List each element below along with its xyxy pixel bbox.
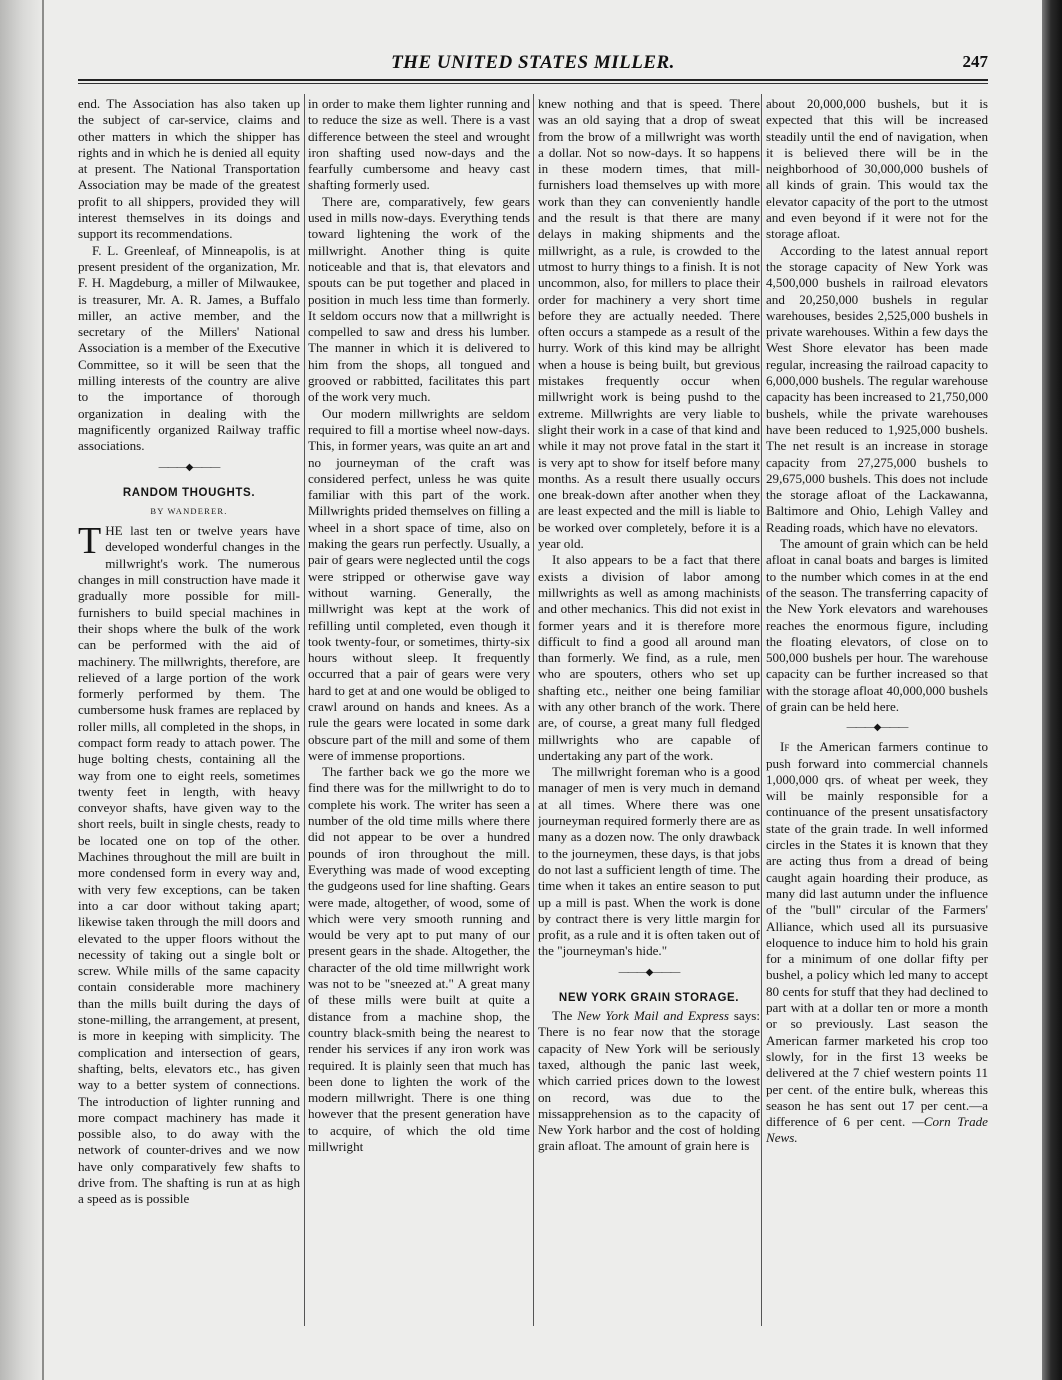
byline: BY WANDERER.	[150, 505, 228, 516]
section-heading: RANDOM THOUGHTS.	[122, 486, 256, 499]
section-ornament: ———◆———	[158, 461, 220, 473]
source-title: New York Mail and Express	[577, 1008, 729, 1024]
paragraph	[766, 739, 988, 1146]
paragraph: in order to make them lighter running and to reduce the size as well. There is a vast difference between the steel and wrought iron shafting used now-days and the fearfully cumbersome and heavy cast shafting formerly used.	[308, 96, 530, 193]
column-4	[766, 96, 988, 1326]
binding-edge	[42, 0, 44, 1380]
page-header	[78, 50, 988, 76]
column-3	[538, 96, 760, 1326]
paragraph: It also appears to be a fact that there exists a division of labor among millwrights as well as among machinists and other mechanics. This did not exist in former years and it is therefore more difficult to find a good all around man than formerly. We find, as a rule, men who are spouters, others who set up shafting etc., neither one being familiar with any other branch of the work. There are, of course, a great many full fledged millwrights who are capable of undertaking any part of the work.	[538, 552, 760, 763]
section-ornament: ———◆———	[846, 722, 908, 734]
paragraph: The millwright foreman who is a good manager of men is very much in demand at all times. Where there was one journeyman required formerly there are as many as a dozen now. The only drawback to the journeymen, these days, is that jobs do not last a sufficient length of time. The time when it takes an entire season to put up a mill is past. When the work is done by contract there is very little margin for profit, as a rule and it is often taken out of the "journeyman's hide."	[538, 764, 760, 959]
paragraph-text: HE last ten or twelve years have developed wonderful changes in the millwright's work. The numerous changes in mill construction have made it gradually more possible for mill-furnishers to build special machines in their shops where the bulk of the work can be performed with the aid of machinery. The millwrights, therefore, are relieved of a large portion of the work formerly performed by them. The cumbersome husk frames are replaced by roller mills, all completed in the shops, in compact form ready to attach power. The huge bolting chests, containing all the way from one to eight reels, sometimes twenty feet in length, with heavy conveyor shafts, have given way to the short reels, built in single chests, ready to be located one on top of the other. Machines throughout the mill are built in more condensed form in every way and, with very few exceptions, can be taken into a car door without taking apart; likewise taken through the mill doors and elevated to the upper floors without the necessity of taking out a single bolt or screw. While mills of the same capacity contain considerable more machinery than the mills built during the days of stone-milling, the arrangement, at present, is more in keeping with simplicity. The complication and intersection of gears, shafting, belts, elevators etc., has given way to a better system of connections. The introduction of lighter running and more compact machinery has made it possible also, to do away with the network of counter-drives and we now have only comparatively few shafts to drive from. The shafting is run at as high a speed as is possible	[78, 523, 300, 1207]
paragraph: end. The Association has also taken up the subject of car-service, claims and other matters in which the shipper has rights and in which he is denied all equity at present. The National Transportation Association may be made of the greatest profit to all shippers, provided they will interest themselves in its doings and support its recommendations.	[78, 96, 300, 242]
paragraph: F. L. Greenleaf, of Minneapolis, is at present president of the organization, Mr. F. H. Magdeburg, a miller of Milwaukee, is treasurer, Mr. A. R. James, a Buffalo miller, an active member, and the secretary of the Millers' National Association is a member of the Executive Committee, so it will be seen that the milling interests of the country are alive to the importance of thorough organization in dealing with the magnificently organized Railway traffic associations.	[78, 242, 300, 454]
lead-word: If	[780, 739, 790, 755]
column-rule	[761, 94, 762, 1326]
column-2	[308, 96, 530, 1326]
section-ornament: ———◆———	[618, 966, 680, 978]
page-edge-shadow	[1042, 0, 1062, 1380]
paragraph: Our modern millwrights are seldom required to fill a mortise wheel now-days. This, in former years, was quite an art and no journeyman of the craft was considered perfect, unless he was quite familiar with this part of the work. Millwrights prided themselves on filling a wheel in a short space of time, also on making the gears run perfectly. Usually, a pair of gears were neglected until the cogs were stripped or otherwise gave way without warning. Generally, the millwright was kept at the work of refilling until completed, even though it took twenty-four, or sometimes, thirty-six hours without sleep. It frequently occurred that a pair of gears were very hard to get at and one would be obliged to crawl around on hands and knees. As a rule the gears were located in some dark obscure part of the mill and some of them were of immense proportions.	[308, 405, 530, 763]
paragraph-text: The	[552, 1008, 578, 1024]
paragraph-text: says: There is no fear now that the storage capacity of New York will be seriously taxed, although the panic last week, which carried prices down to the lowest on record, was due to the missapprehension as to the capacity of New York harbor and the cost of holding grain afloat. The amount of grain here is	[538, 1008, 760, 1154]
paragraph: knew nothing and that is speed. There was an old saying that a drop of sweat from the brow of a millwright was worth a dollar. Not so now-days. It so happens in these modern times, that mill-furnishers load themselves up with more work than they can conveniently handle and the result is that there are many delays in making shipments and the millwright, as a rule, is crowded to the utmost to hurry things to a finish. It is not uncommon, also, for millers to place their order for machinery a very short time before they are actually needed. There often occurs a stampede as a result of the hurry. Work of this kind may be allright when a house is being built, but grevious mistakes frequently occur when millwright work is being pushd to the extreme. Millwrights are very liable to slight their work in a case of that kind and while it may not prove fatal in the start it is very apt to show for itself before many months. As a result there usually occurs one break-down after another when they are least expected and the mill is liable to be worked over completely, before it is a year old.	[538, 96, 760, 552]
paragraph: about 20,000,000 bushels, but it is expected that this will be increased steadily until the end of navigation, when it is believed there will be in the neighborhood of 30,000,000 bushels of all kinds of grain. This would tax the elevator capacity of the port to the utmost and even beyond if it were not for the storage afloat.	[766, 96, 988, 242]
column-rule	[533, 94, 534, 1326]
running-title: THE UNITED STATES MILLER.	[391, 52, 675, 73]
paragraph: The amount of grain which can be held afloat in canal boats and barges is limited to the number which comes in at the end of the season. The transferring capacity of the New York elevators and warehouses reaches the enormous figure, including the floating elevators, of close on to 500,000 bushels per hour. The warehouse capacity can be further increased so that with the storage afloat 40,000,000 bushels of grain can be held here.	[766, 536, 988, 714]
header-rule	[78, 79, 988, 81]
page-number: 247	[962, 52, 988, 71]
paragraph: There are, comparatively, few gears used in mills now-days. Everything tends toward lightening the work of the millwright. Another thing is quite noticeable and that is, that elevators and spouts can be put together and placed in position in much less time than formerly. It seldom occurs now that a millwright is compelled to saw and dress his lumber. The manner in which it is delivered to him from the shops, all tongued and grooved or rabbitted, facilitates this part of the work very much.	[308, 193, 530, 405]
paragraph	[538, 1008, 760, 1155]
column-1	[78, 96, 300, 1326]
paragraph: According to the latest annual report the storage capacity of New York was 4,500,000 bushels in railroad elevators and 20,250,000 bushels in regular warehouses, besides 2,525,000 bushels in private warehouses. Within a few days the West Shore elevator has been made regular, increasing the railroad capacity to 6,000,000 bushels. The regular warehouse capacity has been increased to 21,750,000 bushels, while the private warehouses have been reduced to 1,925,000 bushels. The net result is an increase in storage capacity from 27,275,000 bushels to 29,675,000 bushels. This does not include the storage afloat of the Lackawanna, Baltimore and Ohio, Lehigh Valley and Reading roads, which have no elevators.	[766, 242, 988, 535]
source-credit: —Corn Trade News.	[766, 1114, 988, 1146]
header-rule-thin	[78, 83, 988, 84]
drop-cap: T	[78, 520, 102, 563]
paragraph-text: the American farmers continue to push forward into commercial channels 1,000,000 qrs. of wheat per week, they will be mainly responsible for a continuance of the present unsatisfactory state of the grain trade. In well informed circles in the States it is known that they are acting thus from a dread of being caught again hoarding their produce, as many did last autumn under the influence of the "bull" circular of the Farmers' Alliance, which used all its pursuasive eloquence to induce him to hold his grain for a minimum of one dollar fifty per bushel, a policy which led many to accept 80 cents for stuff that they had declined to part with at a dollar ten or more a month or so previously. Last season the American farmer marketed his crop too slowly, for in the first 13 weeks be delivered at the 7 chief western points 11 per cent. of the entire bulk, whereas this season he has sent out 17 per cent.—a difference of 6 per cent.	[766, 739, 988, 1130]
column-rule	[304, 94, 305, 1326]
paragraph	[78, 520, 300, 1207]
paragraph: The farther back we go the more we find there was for the millwright to do to complete his work. The writer has seen a number of the old time mills where there did not appear to be over a hundred pounds of iron throughout the mill. Everything was made of wood excepting the gudgeons used for line shafting. Gears were made, altogether, of wood, some of which were very smooth running and would be very apt to put many of our present gears in the shade. Altogether, the character of the old time millwright work was not to be "sneezed at." A great many of these mills were built at quite a distance from a machine shop, the country black-smith being the nearest to render his services if any iron work was required. It is plainly seen that much has been done to lighten the work of the modern millwright. There is one thing however that the present generation have to acquire, of which the old time millwright	[308, 764, 530, 1154]
binding-gutter	[0, 0, 42, 1380]
section-heading: NEW YORK GRAIN STORAGE.	[558, 991, 740, 1004]
